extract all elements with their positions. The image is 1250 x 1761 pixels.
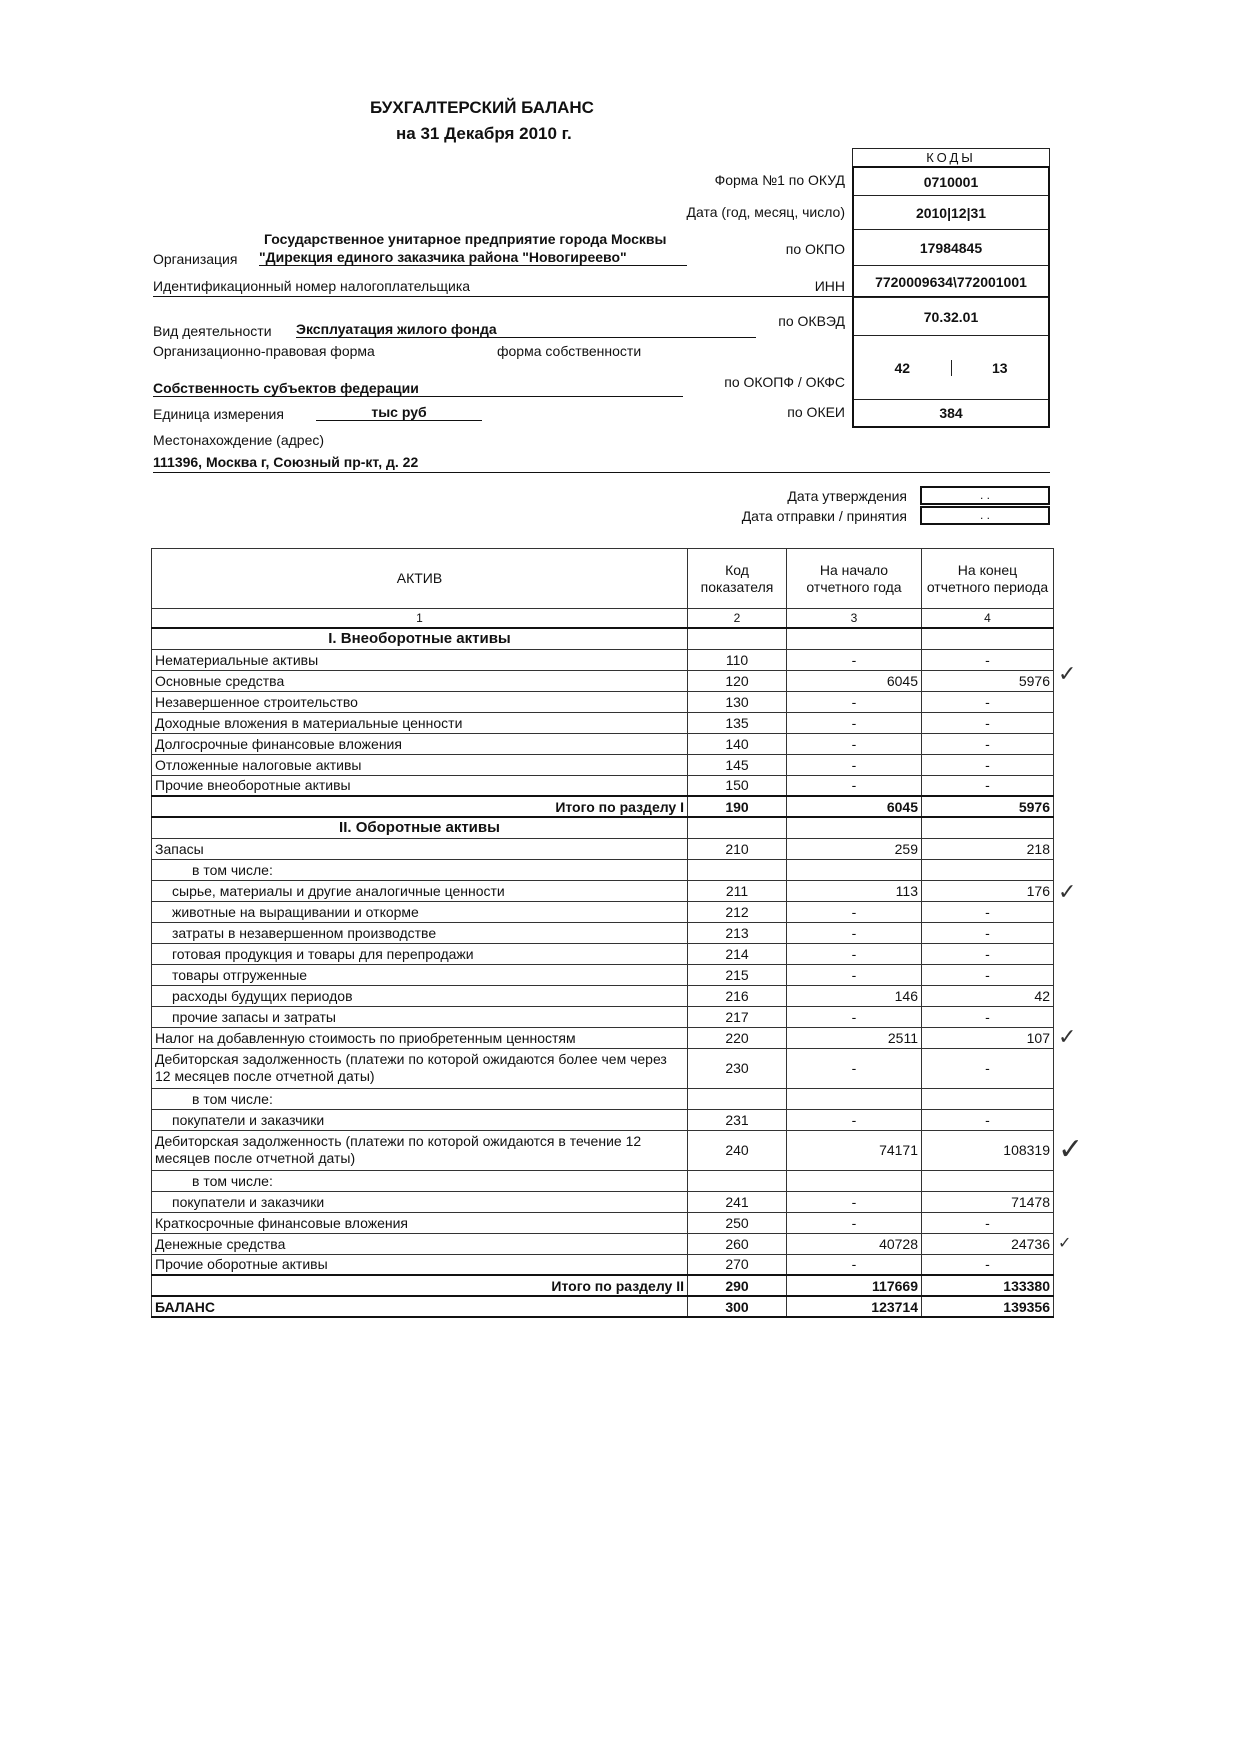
table-row — [152, 964, 1054, 985]
inn-value: 7720009634\772001001 — [854, 266, 1048, 298]
row-name: Итого по разделу I — [152, 796, 688, 817]
column-number: 3 — [787, 609, 922, 629]
table-row — [152, 670, 1054, 691]
table-row — [152, 1006, 1054, 1027]
row-end-value: - — [922, 775, 1054, 796]
table-row — [152, 775, 1054, 796]
section-heading — [152, 817, 1054, 838]
approval-label: Дата утверждения — [787, 488, 907, 504]
row-code: 240 — [688, 1130, 787, 1170]
row-code: 145 — [688, 754, 787, 775]
row-start-value: - — [787, 733, 922, 754]
row-code: 216 — [688, 985, 787, 1006]
okud-label: Форма №1 по ОКУД — [714, 172, 845, 188]
table-row — [152, 712, 1054, 733]
row-code: 214 — [688, 943, 787, 964]
table-row — [152, 1170, 1054, 1191]
balance-table — [151, 548, 1054, 1318]
row-code: 211 — [688, 880, 787, 901]
row-start-value: 2511 — [787, 1027, 922, 1048]
okfs-value: 13 — [991, 359, 1008, 376]
okei-label: по ОКЕИ — [787, 404, 845, 420]
table-row — [152, 1109, 1054, 1130]
empty-cell — [787, 817, 922, 838]
unit-value: тыс руб — [316, 404, 482, 421]
column-header: АКТИВ — [152, 549, 688, 609]
row-name: Долгосрочные финансовые вложения — [152, 733, 688, 754]
org-name-line2: "Дирекция единого заказчика района "Новогиреево" — [259, 249, 687, 266]
row-name: покупатели и заказчики — [152, 1109, 688, 1130]
row-end-value: - — [922, 964, 1054, 985]
check-mark-icon: ✓ — [1058, 1233, 1072, 1252]
row-end-value: 24736 — [922, 1233, 1054, 1254]
table-row — [152, 1275, 1054, 1296]
row-code: 230 — [688, 1048, 787, 1088]
row-start-value: - — [787, 1048, 922, 1088]
table-row — [152, 796, 1054, 817]
row-name: готовая продукция и товары для перепродажи — [152, 943, 688, 964]
row-start-value: - — [787, 1109, 922, 1130]
table-row — [152, 985, 1054, 1006]
okpo-label: по ОКПО — [785, 241, 845, 257]
row-code: 212 — [688, 901, 787, 922]
row-name: Итого по разделу II — [152, 1275, 688, 1296]
row-end-value — [922, 859, 1054, 880]
row-name: Прочие внеоборотные активы — [152, 775, 688, 796]
row-start-value: - — [787, 712, 922, 733]
row-end-value: - — [922, 733, 1054, 754]
column-header: На конец отчетного периода — [922, 549, 1054, 609]
row-name: Незавершенное строительство — [152, 691, 688, 712]
row-start-value: 40728 — [787, 1233, 922, 1254]
activity-value: Эксплуатация жилого фонда — [296, 321, 756, 338]
row-start-value: 117669 — [787, 1275, 922, 1296]
inn-row-label: Идентификационный номер налогоплательщика — [153, 278, 1050, 297]
column-numbers-row — [152, 609, 1054, 629]
row-end-value: - — [922, 649, 1054, 670]
row-code: 120 — [688, 670, 787, 691]
row-name: сырье, материалы и другие аналогичные ценности — [152, 880, 688, 901]
row-end-value: - — [922, 901, 1054, 922]
check-mark-icon: ✓ — [1058, 1025, 1077, 1050]
date-value: 2010|12|31 — [854, 196, 1048, 230]
row-code — [688, 1088, 787, 1109]
table-row — [152, 880, 1054, 901]
inn-label: ИНН — [814, 278, 845, 294]
row-end-value: 139356 — [922, 1296, 1054, 1317]
table-row — [152, 859, 1054, 880]
row-code: 270 — [688, 1254, 787, 1275]
empty-cell — [688, 628, 787, 649]
row-name: Денежные средства — [152, 1233, 688, 1254]
row-name: товары отгруженные — [152, 964, 688, 985]
table-row — [152, 1048, 1054, 1088]
row-start-value: - — [787, 901, 922, 922]
row-start-value: 146 — [787, 985, 922, 1006]
row-start-value — [787, 1170, 922, 1191]
table-row — [152, 1130, 1054, 1170]
column-number: 4 — [922, 609, 1054, 629]
table-row — [152, 943, 1054, 964]
row-code: 210 — [688, 838, 787, 859]
row-name: Краткосрочные финансовые вложения — [152, 1212, 688, 1233]
table-row — [152, 733, 1054, 754]
table-row — [152, 922, 1054, 943]
row-code — [688, 859, 787, 880]
row-name: Основные средства — [152, 670, 688, 691]
row-name: Доходные вложения в материальные ценности — [152, 712, 688, 733]
row-code: 140 — [688, 733, 787, 754]
row-end-value: - — [922, 1212, 1054, 1233]
row-name: расходы будущих периодов — [152, 985, 688, 1006]
column-header: На начало отчетного года — [787, 549, 922, 609]
row-name: Нематериальные активы — [152, 649, 688, 670]
row-end-value — [922, 1170, 1054, 1191]
activity-label: Вид деятельности — [153, 323, 272, 339]
row-start-value: - — [787, 1254, 922, 1275]
row-name: БАЛАНС — [152, 1296, 688, 1317]
sent-box: . . — [920, 506, 1050, 525]
row-end-value: - — [922, 1048, 1054, 1088]
row-start-value: - — [787, 691, 922, 712]
okopf-value: 42 — [854, 360, 952, 376]
table-row — [152, 691, 1054, 712]
row-name: покупатели и заказчики — [152, 1191, 688, 1212]
ownership-label: форма собственности — [497, 343, 642, 359]
row-name: Отложенные налоговые активы — [152, 754, 688, 775]
row-end-value: 176 — [922, 880, 1054, 901]
row-name: Дебиторская задолженность (платежи по которой ожидаются в течение 12 месяцев после отчетной даты) — [152, 1130, 688, 1170]
sent-label: Дата отправки / принятия — [741, 508, 907, 524]
empty-cell — [922, 628, 1054, 649]
row-end-value: 108319 — [922, 1130, 1054, 1170]
row-end-value: 5976 — [922, 796, 1054, 817]
row-name: в том числе: — [152, 859, 688, 880]
page-subtitle: на 31 Декабря 2010 г. — [396, 124, 572, 143]
table-row — [152, 1027, 1054, 1048]
section-title: II. Оборотные активы — [152, 817, 688, 838]
row-name: затраты в незавершенном производстве — [152, 922, 688, 943]
row-end-value: 71478 — [922, 1191, 1054, 1212]
date-label: Дата (год, месяц, число) — [686, 204, 845, 220]
row-code: 110 — [688, 649, 787, 670]
empty-cell — [688, 817, 787, 838]
row-end-value: 5976 — [922, 670, 1054, 691]
row-end-value: - — [922, 691, 1054, 712]
column-number: 2 — [688, 609, 787, 629]
row-start-value: 6045 — [787, 670, 922, 691]
codes-header: КОДЫ — [852, 148, 1050, 166]
row-start-value: - — [787, 649, 922, 670]
row-code — [688, 1170, 787, 1191]
row-name: прочие запасы и затраты — [152, 1006, 688, 1027]
row-name: в том числе: — [152, 1088, 688, 1109]
row-start-value: - — [787, 922, 922, 943]
empty-cell — [787, 628, 922, 649]
row-code: 215 — [688, 964, 787, 985]
row-name: Запасы — [152, 838, 688, 859]
row-end-value: - — [922, 922, 1054, 943]
check-mark-icon: ✓ — [1058, 1132, 1084, 1167]
table-row — [152, 838, 1054, 859]
table-row — [152, 649, 1054, 670]
column-number: 1 — [152, 609, 688, 629]
org-name-line1: Государственное унитарное предприятие города Москвы — [264, 231, 667, 247]
row-code: 241 — [688, 1191, 787, 1212]
row-start-value: - — [787, 1212, 922, 1233]
row-code: 135 — [688, 712, 787, 733]
row-name: в том числе: — [152, 1170, 688, 1191]
row-start-value: 123714 — [787, 1296, 922, 1317]
row-start-value: - — [787, 754, 922, 775]
okpo-value: 17984845 — [854, 230, 1048, 266]
row-start-value: 113 — [787, 880, 922, 901]
unit-label: Единица измерения — [153, 406, 284, 422]
okud-value: 0710001 — [854, 168, 1048, 196]
table-row — [152, 754, 1054, 775]
row-start-value — [787, 859, 922, 880]
row-start-value: - — [787, 1006, 922, 1027]
row-end-value: - — [922, 712, 1054, 733]
row-code: 220 — [688, 1027, 787, 1048]
row-start-value — [787, 1088, 922, 1109]
okved-label: по ОКВЭД — [778, 313, 845, 329]
address-label: Местонахождение (адрес) — [153, 432, 325, 448]
table-header — [152, 549, 1054, 609]
row-code: 130 — [688, 691, 787, 712]
row-start-value: - — [787, 964, 922, 985]
org-label: Организация — [153, 251, 238, 267]
row-start-value: 259 — [787, 838, 922, 859]
row-code: 260 — [688, 1233, 787, 1254]
okei-value: 384 — [939, 405, 963, 421]
row-code: 300 — [688, 1296, 787, 1317]
row-code: 231 — [688, 1109, 787, 1130]
row-code: 150 — [688, 775, 787, 796]
row-code: 213 — [688, 922, 787, 943]
row-start-value: 6045 — [787, 796, 922, 817]
table-row — [152, 1191, 1054, 1212]
table-row — [152, 1296, 1054, 1317]
row-name: Налог на добавленную стоимость по приобретенным ценностям — [152, 1027, 688, 1048]
check-mark-icon: ✓ — [1058, 662, 1077, 687]
row-end-value: - — [922, 1254, 1054, 1275]
okopf-label: по ОКОПФ / ОКФС — [724, 374, 845, 390]
row-end-value: - — [922, 1109, 1054, 1130]
okved-value: 70.32.01 — [854, 298, 1048, 336]
table-row — [152, 901, 1054, 922]
row-code: 250 — [688, 1212, 787, 1233]
section-heading — [152, 628, 1054, 649]
table-row — [152, 1212, 1054, 1233]
table-row — [152, 1088, 1054, 1109]
row-end-value: 42 — [922, 985, 1054, 1006]
row-code: 290 — [688, 1275, 787, 1296]
empty-cell — [922, 817, 1054, 838]
row-end-value: - — [922, 754, 1054, 775]
approval-box: . . — [920, 486, 1050, 505]
section-title: I. Внеоборотные активы — [152, 628, 688, 649]
table-row — [152, 1254, 1054, 1275]
page-title: БУХГАЛТЕРСКИЙ БАЛАНС — [370, 98, 594, 117]
row-start-value: - — [787, 943, 922, 964]
table-row — [152, 1233, 1054, 1254]
row-start-value: - — [787, 1191, 922, 1212]
ownership-value: Собственность субъектов федерации — [153, 380, 683, 397]
legal-form-label: Организационно-правовая форма — [153, 343, 375, 359]
row-start-value: 74171 — [787, 1130, 922, 1170]
okopf-okfs-cell — [854, 336, 1048, 400]
address-value: 111396, Москва г, Союзный пр-кт, д. 22 — [153, 454, 1050, 473]
row-end-value: 133380 — [922, 1275, 1054, 1296]
row-code: 217 — [688, 1006, 787, 1027]
row-end-value: - — [922, 943, 1054, 964]
row-name: Прочие оборотные активы — [152, 1254, 688, 1275]
row-end-value: 107 — [922, 1027, 1054, 1048]
row-end-value — [922, 1088, 1054, 1109]
row-name: Дебиторская задолженность (платежи по которой ожидаются более чем через 12 месяцев после отчетной даты) — [152, 1048, 688, 1088]
row-code: 190 — [688, 796, 787, 817]
row-end-value: - — [922, 1006, 1054, 1027]
column-header: Код показателя — [688, 549, 787, 609]
check-mark-icon: ✓ — [1058, 880, 1077, 905]
row-name: животные на выращивании и откорме — [152, 901, 688, 922]
row-start-value: - — [787, 775, 922, 796]
row-end-value: 218 — [922, 838, 1054, 859]
